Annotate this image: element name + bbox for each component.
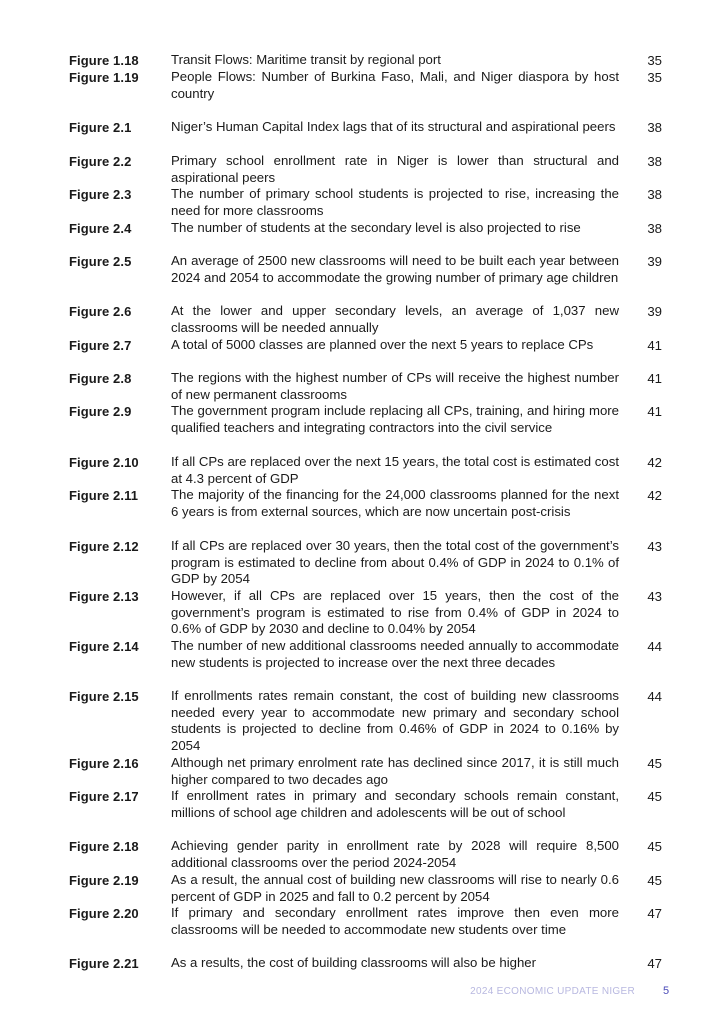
figure-page: 42 — [647, 455, 662, 470]
figure-title: Although net primary enrolment rate has declined since 2017, it is still much higher compared to two decades ago — [171, 755, 619, 787]
figure-page: 45 — [647, 839, 662, 854]
figure-label: Figure 2.19 — [69, 873, 139, 888]
figure-page: 41 — [647, 404, 662, 419]
figure-page: 43 — [647, 589, 662, 604]
figure-label: Figure 2.15 — [69, 689, 139, 704]
figure-label: Figure 2.20 — [69, 906, 139, 921]
figure-page: 39 — [647, 254, 662, 269]
figure-label: Figure 2.21 — [69, 956, 139, 971]
figure-label: Figure 2.8 — [69, 371, 132, 386]
figure-title: The regions with the highest number of CPs will receive the highest number of new permanent classrooms — [171, 370, 619, 402]
figure-label: Figure 2.3 — [69, 187, 132, 202]
figure-label: Figure 2.13 — [69, 589, 139, 604]
figure-page: 42 — [647, 488, 662, 503]
figure-label: Figure 2.6 — [69, 304, 132, 319]
figure-title: If all CPs are replaced over the next 15 years, the total cost is estimated cost at 4.3 percent of GDP — [171, 454, 619, 486]
figure-title: As a results, the cost of building classrooms will also be higher — [171, 955, 537, 970]
footer-report-title: 2024 ECONOMIC UPDATE NIGER — [470, 986, 635, 997]
figure-label: Figure 2.7 — [69, 338, 132, 353]
figure-page: 43 — [647, 539, 662, 554]
figure-title: Primary school enrollment rate in Niger is lower than structural and aspirational peers — [171, 153, 619, 185]
figure-title: If enrollments rates remain constant, the cost of building new classrooms needed every year to accommodate new primary and secondary school students is projected to decline from 0.46% of GDP in 2024 to 0.16% by 2054 — [171, 688, 619, 754]
figure-page: 47 — [647, 906, 662, 921]
figure-title: A total of 5000 classes are planned over the next 5 years to replace CPs — [171, 337, 594, 352]
figure-page: 38 — [647, 154, 662, 169]
figure-title: If primary and secondary enrollment rates improve then even more classrooms will be needed to accommodate new students over time — [171, 905, 619, 937]
footer-page-number: 5 — [663, 985, 670, 997]
figure-title: Achieving gender parity in enrollment rate by 2028 will require 8,500 additional classrooms over the period 2024-2054 — [171, 838, 619, 870]
figure-title: The majority of the financing for the 24,000 classrooms planned for the next 6 years is from external sources, which are now uncertain post-crisis — [171, 487, 619, 519]
figure-title: However, if all CPs are replaced over 15 years, then the cost of the government’s program is estimated to rise from 0.4% of GDP in 2024 to 0.6% of GDP by 2030 and decline to 0.04% by 2054 — [171, 588, 619, 637]
figure-page: 45 — [647, 789, 662, 804]
figure-label: Figure 2.18 — [69, 839, 139, 854]
figure-page: 35 — [647, 53, 662, 68]
figure-label: Figure 2.10 — [69, 455, 139, 470]
figure-label: Figure 2.14 — [69, 639, 139, 654]
figure-title: The number of students at the secondary level is also projected to rise — [171, 220, 581, 235]
figure-title: If all CPs are replaced over 30 years, then the total cost of the government’s program is estimated to decline from about 0.4% of GDP in 2024 to 0.1% of GDP by 2054 — [171, 538, 619, 587]
figure-page: 44 — [647, 689, 662, 704]
figure-title: As a result, the annual cost of building new classrooms will rise to nearly 0.6 percent of GDP in 2025 and fall to 0.2 percent by 2054 — [171, 872, 619, 904]
figure-title: Niger’s Human Capital Index lags that of its structural and aspirational peers — [171, 119, 616, 134]
figure-title: The government program include replacing all CPs, training, and hiring more qualified teachers and integrating contractors into the civil service — [171, 403, 619, 435]
figure-title: If enrollment rates in primary and secondary schools remain constant, millions of school age children and adolescents will be out of school — [171, 788, 619, 820]
figure-label: Figure 2.12 — [69, 539, 139, 554]
figure-title: At the lower and upper secondary levels, an average of 1,037 new classrooms will be needed annually — [171, 303, 619, 335]
figure-page: 41 — [647, 371, 662, 386]
figure-page: 44 — [647, 639, 662, 654]
figure-page: 38 — [647, 221, 662, 236]
figure-title: People Flows: Number of Burkina Faso, Mali, and Niger diaspora by host country — [171, 69, 619, 101]
figure-label: Figure 2.1 — [69, 120, 132, 135]
figure-label: Figure 1.19 — [69, 70, 139, 85]
figure-label: Figure 2.11 — [69, 488, 139, 503]
figure-label: Figure 1.18 — [69, 53, 139, 68]
figure-label: Figure 2.4 — [69, 221, 132, 236]
figure-label: Figure 2.17 — [69, 789, 139, 804]
figure-page: 39 — [647, 304, 662, 319]
figure-title: An average of 2500 new classrooms will need to be built each year between 2024 and 2054 to accommodate the growing number of primary age children — [171, 253, 619, 285]
figure-page: 45 — [647, 873, 662, 888]
figure-page: 35 — [647, 70, 662, 85]
figure-title: The number of primary school students is projected to rise, increasing the need for more classrooms — [171, 186, 619, 218]
figure-label: Figure 2.9 — [69, 404, 132, 419]
figure-label: Figure 2.2 — [69, 154, 132, 169]
figure-page: 45 — [647, 756, 662, 771]
figure-title: The number of new additional classrooms needed annually to accommodate new students is projected to increase over the next three decades — [171, 638, 619, 670]
figure-label: Figure 2.5 — [69, 254, 132, 269]
figure-page: 38 — [647, 187, 662, 202]
figure-page: 38 — [647, 120, 662, 135]
figure-page: 47 — [647, 956, 662, 971]
figure-title: Transit Flows: Maritime transit by regional port — [171, 52, 441, 67]
figure-label: Figure 2.16 — [69, 756, 139, 771]
figure-page: 41 — [647, 338, 662, 353]
